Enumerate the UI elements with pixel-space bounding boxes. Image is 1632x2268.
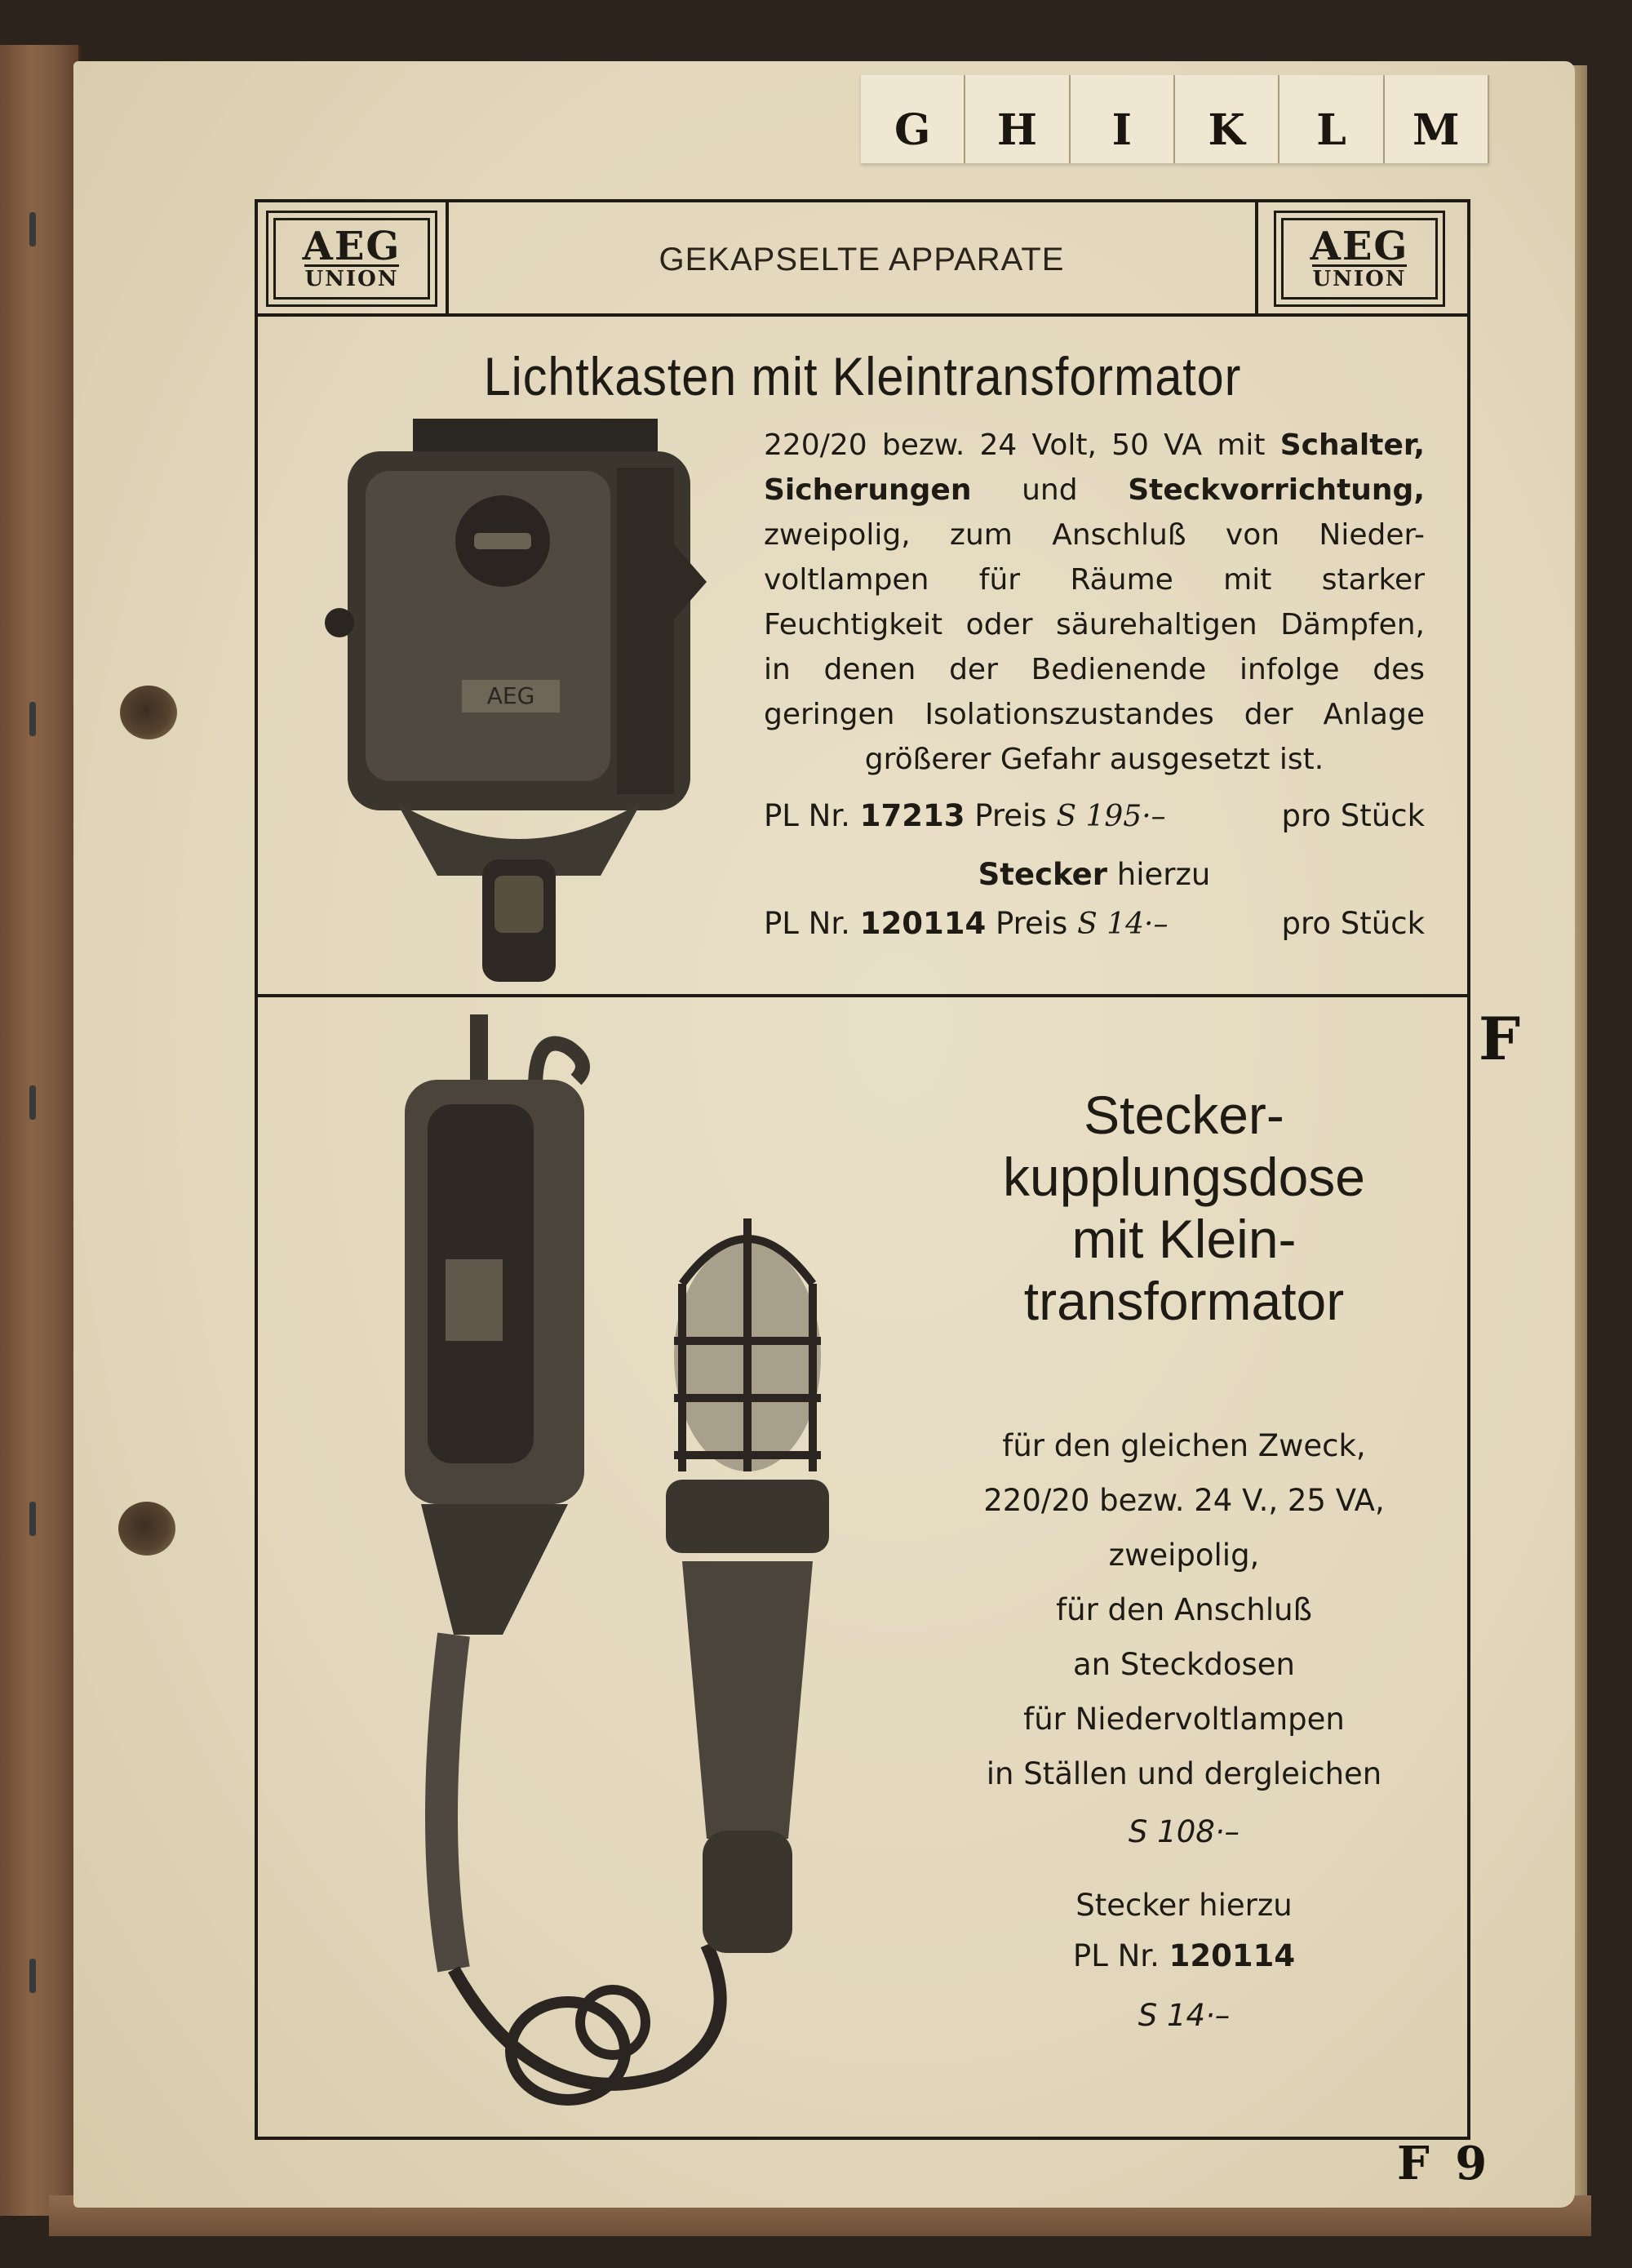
page-number: F 9 bbox=[1397, 2137, 1492, 2190]
product-title: Lichtkasten mit Kleintransformator bbox=[483, 346, 1242, 406]
index-tab[interactable]: L bbox=[1279, 75, 1384, 163]
binding-stitch bbox=[29, 702, 36, 736]
title-line: Stecker- bbox=[1084, 1085, 1284, 1145]
page-header bbox=[258, 202, 1467, 317]
description-line: Feuchtigkeit oder säurehaltigen Dämpfen, bbox=[764, 608, 1425, 641]
description-line: zweipolig, bbox=[1108, 1538, 1260, 1573]
binding-stitch bbox=[29, 1502, 36, 1536]
plug-heading: Stecker hierzu bbox=[1075, 1888, 1293, 1923]
description-line: Sicherungen und Steckvorrichtung, bbox=[764, 473, 1425, 507]
title-line: kupplungsdose bbox=[1002, 1147, 1366, 1207]
coupling-box-and-lamp-image bbox=[323, 1014, 927, 2133]
index-tab[interactable]: M bbox=[1385, 75, 1489, 163]
light-box-image bbox=[307, 419, 764, 990]
price: S 108·– bbox=[1128, 1814, 1240, 1849]
plug-heading: Stecker hierzu bbox=[978, 857, 1211, 892]
plug-price: S 14·– bbox=[1077, 908, 1169, 941]
description-line: an Steckdosen bbox=[1072, 1647, 1296, 1682]
logo-union-text: UNION bbox=[1312, 264, 1406, 290]
price: S 195·– bbox=[1056, 800, 1166, 833]
image-logo-label: AEG bbox=[486, 682, 535, 709]
index-tab[interactable]: I bbox=[1071, 75, 1175, 163]
binding-stitch bbox=[29, 1959, 36, 1993]
header-divider bbox=[446, 202, 449, 317]
preis-label: Preis bbox=[974, 798, 1047, 833]
logo-union-text: UNION bbox=[304, 264, 398, 290]
description-line: für den gleichen Zweck, bbox=[1002, 1428, 1366, 1463]
description-line: 220/20 bezw. 24 Volt, 50 VA mit Schalter, bbox=[764, 428, 1425, 462]
description-line: geringen Isolationszustandes der Anlage bbox=[764, 698, 1425, 731]
aeg-union-logo bbox=[266, 211, 437, 307]
product-description bbox=[943, 1418, 1425, 1801]
catalog-frame: AEG UNION GEKAPSELTE APPARATE AEG UNION Lichtkasten mit Kleintransformator AEG 220/20 bezw. 24 Volt, 50 VA mit Schalter, Sicherungen und Steckvorrichtung, zweipolig, zum Anschluß von Nieder- voltlampen für Räume mit starker Feuchtigkeit oder säurehaltigen Dämpfen, in denen der Bedienende infolge des geringen Isolationszustandes der Anlage größerer Gefahr ausgesetzt ist. PL Nr. 17213 Preis S 195·– pro Stück Stecker hierzu PL Nr. 120114 Preis S 14·– pro Stück Stecker- kupplungsdose mit Klein- transformator für den gleichen Zweck, 220/20 bezw. 24 V., 25 VA, zweipolig, für den Anschluß an Steckdosen für Niedervoltlampen in Ställen und dergleichen S 108·– Stecker hierzu PL Nr. 120114 S 14·– bbox=[255, 199, 1470, 2140]
book-binding bbox=[0, 45, 81, 2216]
binding-stitch bbox=[29, 212, 36, 246]
pl-label: PL Nr. bbox=[764, 798, 850, 833]
section-letter: F bbox=[1479, 1004, 1521, 1073]
index-tabs bbox=[861, 75, 1489, 163]
description-line: voltlampen für Räume mit starker bbox=[764, 563, 1425, 597]
plug-price: S 14·– bbox=[1138, 1998, 1231, 2033]
header-divider bbox=[1255, 202, 1258, 317]
punch-hole bbox=[118, 1502, 175, 1556]
description-line: in Ställen und dergleichen bbox=[986, 1756, 1382, 1791]
aeg-union-logo bbox=[1274, 211, 1445, 307]
pl-number: 17213 bbox=[859, 798, 965, 833]
punch-hole bbox=[120, 686, 177, 739]
title-line: mit Klein- bbox=[1071, 1209, 1297, 1269]
description-line: für Niedervoltlampen bbox=[1023, 1702, 1345, 1737]
title-line: transformator bbox=[1023, 1271, 1345, 1331]
product-description bbox=[764, 423, 1425, 782]
binding-stitch bbox=[29, 1085, 36, 1120]
description-line: größerer Gefahr ausgesetzt ist. bbox=[864, 743, 1324, 776]
index-tab[interactable]: G bbox=[861, 75, 965, 163]
description-line: 220/20 bezw. 24 V., 25 VA, bbox=[983, 1483, 1385, 1518]
unit-label: pro Stück bbox=[1281, 906, 1425, 941]
section-title: GEKAPSELTE APPARATE bbox=[659, 242, 1065, 277]
description-line: in denen der Bedienende infolge des bbox=[764, 653, 1425, 686]
unit-label: pro Stück bbox=[1281, 798, 1425, 833]
section-divider bbox=[258, 994, 1467, 997]
description-line: zweipolig, zum Anschluß von Nieder- bbox=[764, 518, 1425, 552]
plug-pl-line: PL Nr. 120114 bbox=[1072, 1938, 1296, 1973]
index-tab[interactable]: K bbox=[1175, 75, 1279, 163]
plug-pl-number: 120114 bbox=[1169, 1938, 1296, 1973]
product-title bbox=[943, 1084, 1425, 1332]
logo-aeg-text: AEG bbox=[302, 223, 401, 269]
logo-aeg-text: AEG bbox=[1310, 223, 1409, 269]
index-tab[interactable]: H bbox=[965, 75, 1070, 163]
description-line: für den Anschluß bbox=[1056, 1592, 1312, 1627]
plug-pl-number: 120114 bbox=[859, 906, 987, 941]
